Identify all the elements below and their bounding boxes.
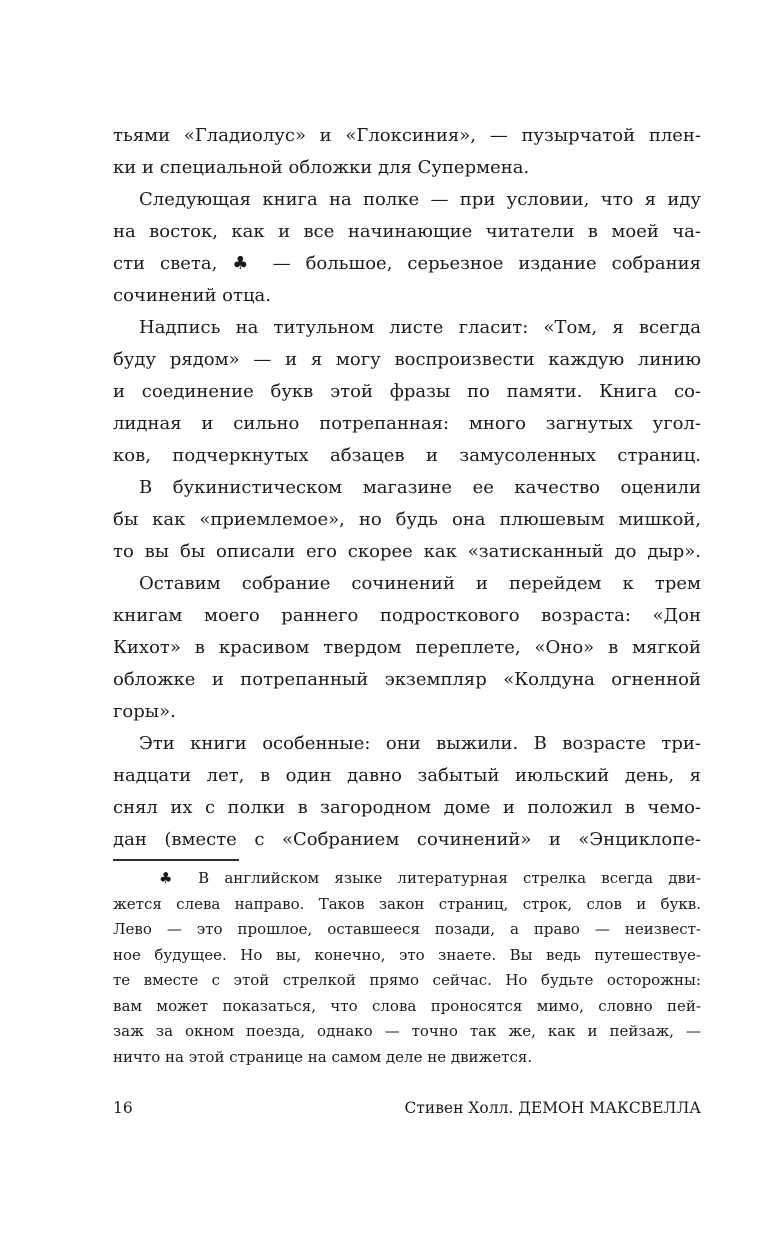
footnote-line: ♣ В английском языке литературная стрелка всегда дви- bbox=[159, 869, 701, 887]
text-line: то вы бы описали его скорее как «затисканный до дыр». bbox=[113, 541, 701, 562]
paragraph bbox=[113, 184, 701, 312]
text-line: В букинистическом магазине ее качество оценили bbox=[139, 477, 701, 498]
paragraph bbox=[113, 866, 701, 1070]
footnote-line: ное будущее. Но вы, конечно, это знаете. Вы ведь путешествуе- bbox=[113, 945, 701, 964]
footnote-line: вам может показаться, что слова проносятся мимо, словно пей- bbox=[113, 996, 701, 1015]
footnote-line: заж за окном поезда, однако — точно так же, как и пейзаж, — bbox=[113, 1022, 701, 1040]
text-line: снял их с полки в загородном доме и положил в чемо- bbox=[113, 797, 701, 818]
footnote-line: жется слева направо. Таков закон страниц, строк, слов и букв. bbox=[113, 894, 701, 913]
paragraph bbox=[113, 312, 701, 472]
footnote-line: те вместе с этой стрелкой прямо сейчас. Но будьте осторожны: bbox=[113, 971, 701, 989]
text-line: ки и специальной обложки для Супермена. bbox=[113, 157, 530, 178]
page-number: 16 bbox=[113, 1099, 133, 1117]
text-line: горы». bbox=[113, 701, 176, 722]
text-line: буду рядом» — и я могу воспроизвести каждую линию bbox=[113, 349, 701, 370]
text-line: Эти книги особенные: они выжили. В возрасте три- bbox=[139, 733, 701, 754]
page-footer bbox=[113, 1098, 701, 1118]
text-line: сти света, ♣ — большое, серьезное издание собрания bbox=[113, 253, 701, 274]
paragraph bbox=[113, 568, 701, 728]
paragraph bbox=[113, 472, 701, 568]
footnote-line: Лево — это прошлое, оставшееся позади, а право — неизвест- bbox=[113, 920, 701, 938]
text-line: бы как «приемлемое», но будь она плюшевым мишкой, bbox=[113, 509, 701, 530]
text-line: сочинений отца. bbox=[113, 285, 272, 306]
footnote-separator bbox=[113, 859, 239, 861]
paragraph bbox=[113, 120, 701, 184]
text-line: Следующая книга на полке — при условии, что я иду bbox=[139, 189, 701, 210]
text-line: лидная и сильно потрепанная: много загнутых угол- bbox=[113, 413, 701, 434]
text-line: надцати лет, в один давно забытый июльский день, я bbox=[113, 765, 701, 786]
text-line: книгам моего раннего подросткового возраста: «Дон bbox=[113, 605, 701, 626]
footnote-line: ничто на этой странице на самом деле не движется. bbox=[113, 1047, 533, 1066]
footnote bbox=[113, 866, 701, 1070]
text-line: ков, подчеркнутых абзацев и замусоленных страниц. bbox=[113, 445, 701, 466]
paragraph bbox=[113, 728, 701, 856]
text-line: Оставим собрание сочинений и перейдем к трем bbox=[139, 573, 701, 594]
text-line: на восток, как и все начинающие читатели в моей ча- bbox=[113, 221, 701, 242]
text-line: дан (вместе с «Собранием сочинений» и «Энциклопе- bbox=[113, 829, 701, 850]
text-line: обложке и потрепанный экземпляр «Колдуна огненной bbox=[113, 669, 701, 690]
text-line: тьями «Гладиолус» и «Глоксиния», — пузырчатой плен- bbox=[113, 125, 701, 146]
body-text bbox=[113, 120, 701, 856]
running-title: Стивен Холл. ДЕМОН МАКСВЕЛЛА bbox=[404, 1099, 701, 1117]
text-line: Кихот» в красивом твердом переплете, «Оно» в мягкой bbox=[113, 637, 701, 658]
text-line: и соединение букв этой фразы по памяти. Книга со- bbox=[113, 381, 701, 402]
text-line: Надпись на титульном листе гласит: «Том, я всегда bbox=[139, 317, 701, 338]
